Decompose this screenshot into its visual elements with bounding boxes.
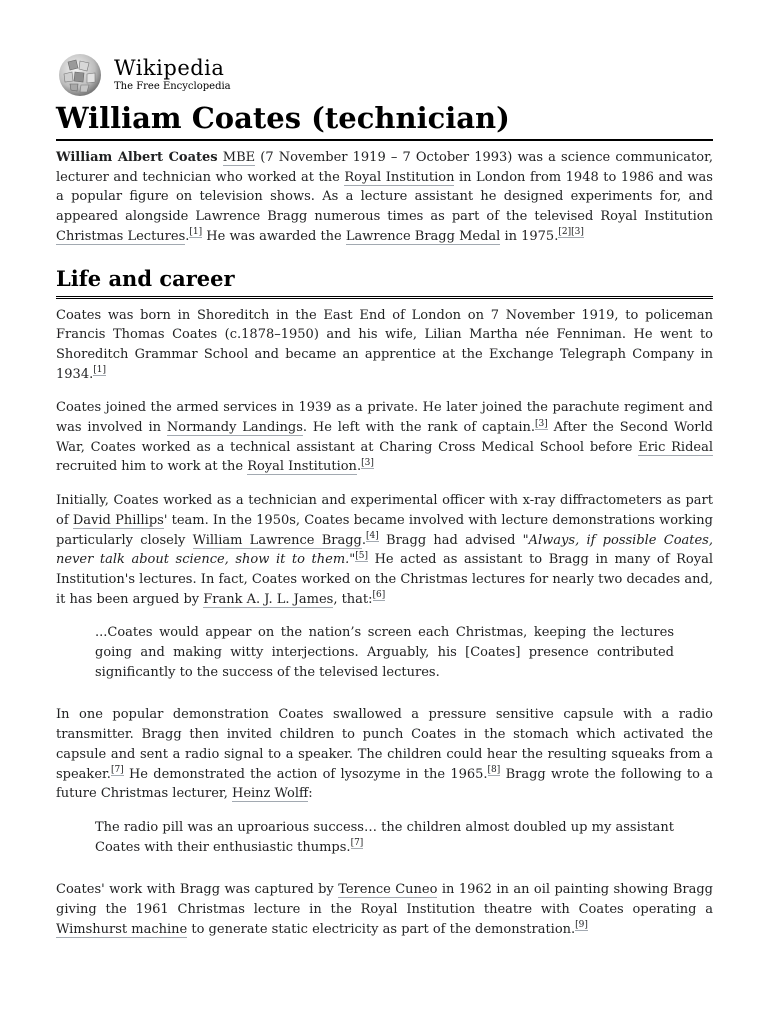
link-eric-rideal[interactable]: Eric Rideal bbox=[638, 439, 713, 455]
lead-paragraph: William Albert Coates MBE (7 November 1919 – 7 October 1993) was a science communicator, lecturer and technician who worked at the Royal Institution in London from 1948 to 1986 and was a popular figure on television shows. As a lecture assistant he designed experiments for, and appeared alongside Lawrence Bragg numerous times as part of the televised Royal Institution Christmas Lectures.[1] He was awarded the Lawrence Bragg Medal in 1975.[2][3] bbox=[56, 150, 713, 244]
reference-link[interactable]: [6] bbox=[372, 590, 386, 601]
link-david-phillips[interactable]: David Phillips bbox=[72, 512, 164, 528]
reference-link[interactable]: [5] bbox=[355, 550, 369, 561]
link-royal-institution[interactable]: Royal Institution bbox=[247, 459, 357, 475]
wikipedia-globe-icon bbox=[56, 52, 104, 98]
reference-link[interactable]: [2] bbox=[558, 227, 572, 238]
quote-text: ...Coates would appear on the nation’s screen each Christmas, keeping the lectures going and making witty interjections. Arguably, his [Coates] presence contributed significantly to the success of the televised lectures. bbox=[95, 625, 674, 680]
link-normandy-landings[interactable]: Normandy Landings bbox=[166, 420, 303, 436]
link-christmas-lectures[interactable]: Christmas Lectures bbox=[56, 228, 186, 244]
reference-link[interactable]: [9] bbox=[575, 920, 588, 931]
link-lawrence-bragg-medal[interactable]: Lawrence Bragg Medal bbox=[345, 228, 501, 244]
link-william-lawrence-bragg[interactable]: William Lawrence Bragg bbox=[192, 532, 362, 548]
link-heinz-wolff[interactable]: Heinz Wolff bbox=[231, 786, 309, 802]
reference-link[interactable]: [1] bbox=[189, 227, 203, 238]
reference-link[interactable]: [8] bbox=[487, 765, 501, 776]
quote-text: The radio pill was an uproarious success… the children almost doubled up my assistant Coates with their enthusiastic thumps.[7] bbox=[95, 819, 674, 855]
link-mbe[interactable]: MBE bbox=[222, 150, 256, 165]
subject-name: William Albert Coates bbox=[56, 150, 218, 165]
body-paragraph: Coates' work with Bragg was captured by Terence Cuneo in 1962 in an oil painting showing Bragg giving the 1961 Christmas lecture in the Royal Institution theatre with Coates operating a Wimshurst machine to generate static electricity as part of the demonstration.[9] bbox=[56, 882, 713, 937]
body-paragraph: Initially, Coates worked as a technician and experimental officer with x-ray diffractometers as part of David Phillips' team. In the 1950s, Coates became involved with lecture demonstrations working particularly closely William Lawrence Bragg.[4] Bragg had advised "Always, if possible Coates, never talk about science, show it to them."[5] He acted as assistant to Bragg in many of Royal Institution's lectures. In fact, Coates worked on the Christmas lectures for nearly two decades and, it has been argued by Frank A. J. L. James, that:[6] bbox=[56, 493, 713, 607]
link-terence-cuneo[interactable]: Terence Cuneo bbox=[338, 882, 438, 898]
body-paragraph: In one popular demonstration Coates swallowed a pressure sensitive capsule with a radio transmitter. Bragg then invited children to punch Coates in the stomach which activated the capsule and sent a radio signal to a speaker. The children could hear the resulting squeaks from a speaker.[7] He demonstrated the action of lysozyme in the 1965.[8] Bragg wrote the following to a future Christmas lecturer, Heinz Wolff: bbox=[56, 707, 713, 802]
page-title: William Coates (technician) bbox=[56, 100, 713, 141]
link-frank-james[interactable]: Frank A. J. L. James bbox=[203, 591, 334, 607]
article-page bbox=[56, 52, 713, 940]
reference-link[interactable]: [3] bbox=[361, 458, 374, 469]
blockquote-bragg bbox=[95, 818, 674, 857]
site-tagline: The Free Encyclopedia bbox=[114, 81, 231, 92]
site-logo[interactable] bbox=[56, 52, 713, 98]
reference-link[interactable]: [3] bbox=[571, 227, 584, 238]
reference-link[interactable]: [1] bbox=[93, 365, 106, 376]
reference-link[interactable]: [7] bbox=[110, 765, 124, 776]
blockquote-james bbox=[95, 623, 674, 682]
link-royal-institution[interactable]: Royal Institution bbox=[344, 169, 455, 185]
link-wimshurst-machine[interactable]: Wimshurst machine bbox=[56, 921, 188, 937]
reference-link[interactable]: [7] bbox=[350, 838, 364, 849]
reference-link[interactable]: [4] bbox=[366, 531, 379, 542]
body-paragraph: Coates joined the armed services in 1939 as a private. He later joined the parachute regiment and was involved in Normandy Landings. He left with the rank of captain.[3] After the Second World War, Coates worked as a technical assistant at Charing Cross Medical School before Eric Rideal recruited him to work at the Royal Institution.[3] bbox=[56, 400, 713, 475]
reference-link[interactable]: [3] bbox=[535, 418, 548, 429]
section-heading: Life and career bbox=[56, 265, 713, 299]
wikipedia-wordmark: Wikipedia bbox=[114, 56, 225, 80]
body-paragraph: Coates was born in Shoreditch in the East End of London on 7 November 1919, to policeman Francis Thomas Coates (c.1878–1950) and his wife, Lilian Martha née Fenniman. He went to Shoreditch Grammar School and became an apprentice at the Exchange Telegraph Company in 1934.[1] bbox=[56, 307, 713, 382]
bragg-quote: Always, if possible Coates, never talk about science, show it to them. bbox=[56, 532, 713, 568]
